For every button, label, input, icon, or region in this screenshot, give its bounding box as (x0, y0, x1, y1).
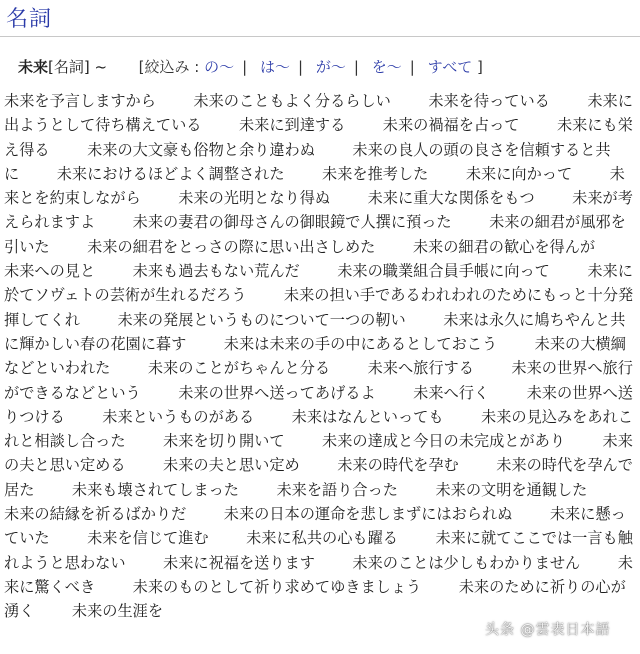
title-divider (0, 36, 640, 37)
example-phrase: 未来とを約束しながら (4, 164, 625, 208)
example-phrase: 未来も壊されてしまった (71, 480, 239, 499)
example-phrase: 未来の担い手であるわれわれのためにもっと十分発揮してくれ (4, 286, 634, 329)
example-phrase: 未来の夫と思い定める (4, 432, 633, 475)
example-phrase: 未来の細君の歓心を得んが (412, 237, 596, 256)
example-phrase: 未来を推考した (322, 164, 429, 183)
example-phrase: 未来へ行く (413, 383, 490, 402)
example-phrase: 未来に出ようとして待ち構えている (4, 92, 633, 135)
example-phrase: 未来の職業組合員手帳に向って (337, 262, 550, 281)
filter-wo-link[interactable]: を～ (371, 58, 402, 76)
example-phrase: 未来の生涯を (71, 602, 163, 621)
example-phrase: 未来の世界へ送ってあげるよ (178, 383, 376, 402)
example-phrase: 未来の世界へ旅行ができるなどという (4, 359, 633, 402)
filter-all-link[interactable]: すべて (427, 58, 473, 76)
example-phrase: 未来のこともよく分るらしい (193, 92, 391, 110)
example-phrase: 未来の文明を通観した (435, 480, 588, 499)
example-phrase: 未来は未来の手の中にあるとしておこう (223, 334, 498, 353)
example-phrase: 未来に於てソヴェトの芸術が生れるだろう (4, 262, 633, 305)
example-phrase: 未来のことは少しもわかりません (352, 553, 581, 572)
example-phrase: 未来の結縁を祈るばかりだ (4, 505, 187, 524)
example-phrase: 未来にも栄え得る (4, 116, 633, 159)
tilde: ~ (94, 58, 108, 76)
example-phrase: 未来を待っている (428, 92, 550, 110)
headword: 未来 (18, 58, 49, 76)
example-phrase: 未来の禍福を占って (382, 116, 520, 135)
filter-bar: 未来[名詞] ~ [絞込み : の～ | は～ | が～ | を～ | すべて ] (18, 58, 483, 76)
example-phrase: 未来はなんといっても (291, 407, 444, 426)
example-phrase: 未来の時代を孕んで居た (4, 456, 633, 499)
example-phrase: 未来に向かって (465, 164, 573, 183)
filter-ga-link[interactable]: が～ (315, 58, 346, 76)
example-phrase: 未来の時代を孕む (337, 456, 459, 475)
example-phrase: 未来の日本の運命を悲しまずにはおられぬ (223, 505, 513, 524)
filter-no-link[interactable]: の～ (204, 58, 235, 76)
example-phrase: 未来の大文豪も俗物と余り違わぬ (87, 140, 315, 159)
example-phrase: 未来を語り合った (276, 480, 398, 499)
example-phrase: 未来に懸っていた (4, 505, 626, 548)
example-phrase: 未来におけるほどよく調整された (56, 164, 285, 183)
example-phrase: 未来へ旅行する (367, 359, 474, 378)
example-phrase: 未来への見と (4, 262, 96, 281)
example-phrase: 未来に就てここでは一言も触れようと思わない (4, 529, 633, 572)
page-title: 名詞 (6, 7, 53, 32)
example-phrase: 未来のことがちゃんと分る (147, 359, 331, 378)
example-phrase: 未来に驚くべき (4, 553, 633, 596)
example-phrase-list (4, 89, 634, 624)
part-of-speech: [名詞] (48, 58, 90, 76)
example-phrase: 未来の光明となり得ぬ (178, 189, 331, 208)
example-phrase: 未来のために祈りの心が湧く (4, 577, 626, 621)
example-phrase: 未来に到達する (238, 116, 346, 135)
filter-wa-link[interactable]: は～ (259, 58, 290, 76)
watermark: 头条 @雲表日本語 (485, 622, 611, 638)
example-phrase: 未来の細君をとっさの際に思い出さしめた (87, 237, 376, 256)
example-phrase: 未来を予言しますから (4, 92, 156, 110)
example-phrase: 未来に祝福を送ります (163, 553, 315, 572)
example-phrase: 未来の細君が風邪を引いた (4, 213, 626, 256)
example-phrase: 未来の夫と思い定め (163, 456, 300, 475)
example-phrase: 未来に重大な関係をもつ (367, 189, 535, 208)
example-phrase: 未来の見込みをあれこれと相談し合った (4, 407, 633, 451)
example-phrase: 未来というものがある (102, 407, 255, 426)
example-phrase: 未来を信じて進む (87, 529, 209, 548)
example-phrase: 未来の世界へ送りつける (4, 383, 633, 426)
example-phrase: 未来のものとして祈り求めてゆきましょう (132, 577, 422, 596)
example-phrase: 未来の大横綱などといわれた (4, 334, 626, 378)
example-phrase: 未来は永久に鳩ちやんと共に輝かしい春の花園に暮す (4, 310, 626, 353)
example-phrase: 未来を切り開いて (163, 432, 285, 451)
example-phrase: 未来の良人の頭の良さを信頼すると共に (4, 140, 611, 183)
example-phrase: 未来の達成と今日の未完成とがあり (322, 432, 565, 451)
example-phrase: 未来が考えられますよ (4, 189, 633, 232)
filter-close: ] (477, 58, 483, 76)
example-phrase: 未来の妻君の御母さんの御眼鏡で人撰に預った (132, 213, 452, 232)
example-phrase: 未来に私共の心も躍る (246, 529, 398, 548)
filter-label: [絞込み : (138, 58, 200, 76)
example-phrase: 未来の発展というものについて一つの靭い (117, 310, 406, 329)
example-phrase: 未来も過去もない荒んだ (132, 262, 300, 281)
